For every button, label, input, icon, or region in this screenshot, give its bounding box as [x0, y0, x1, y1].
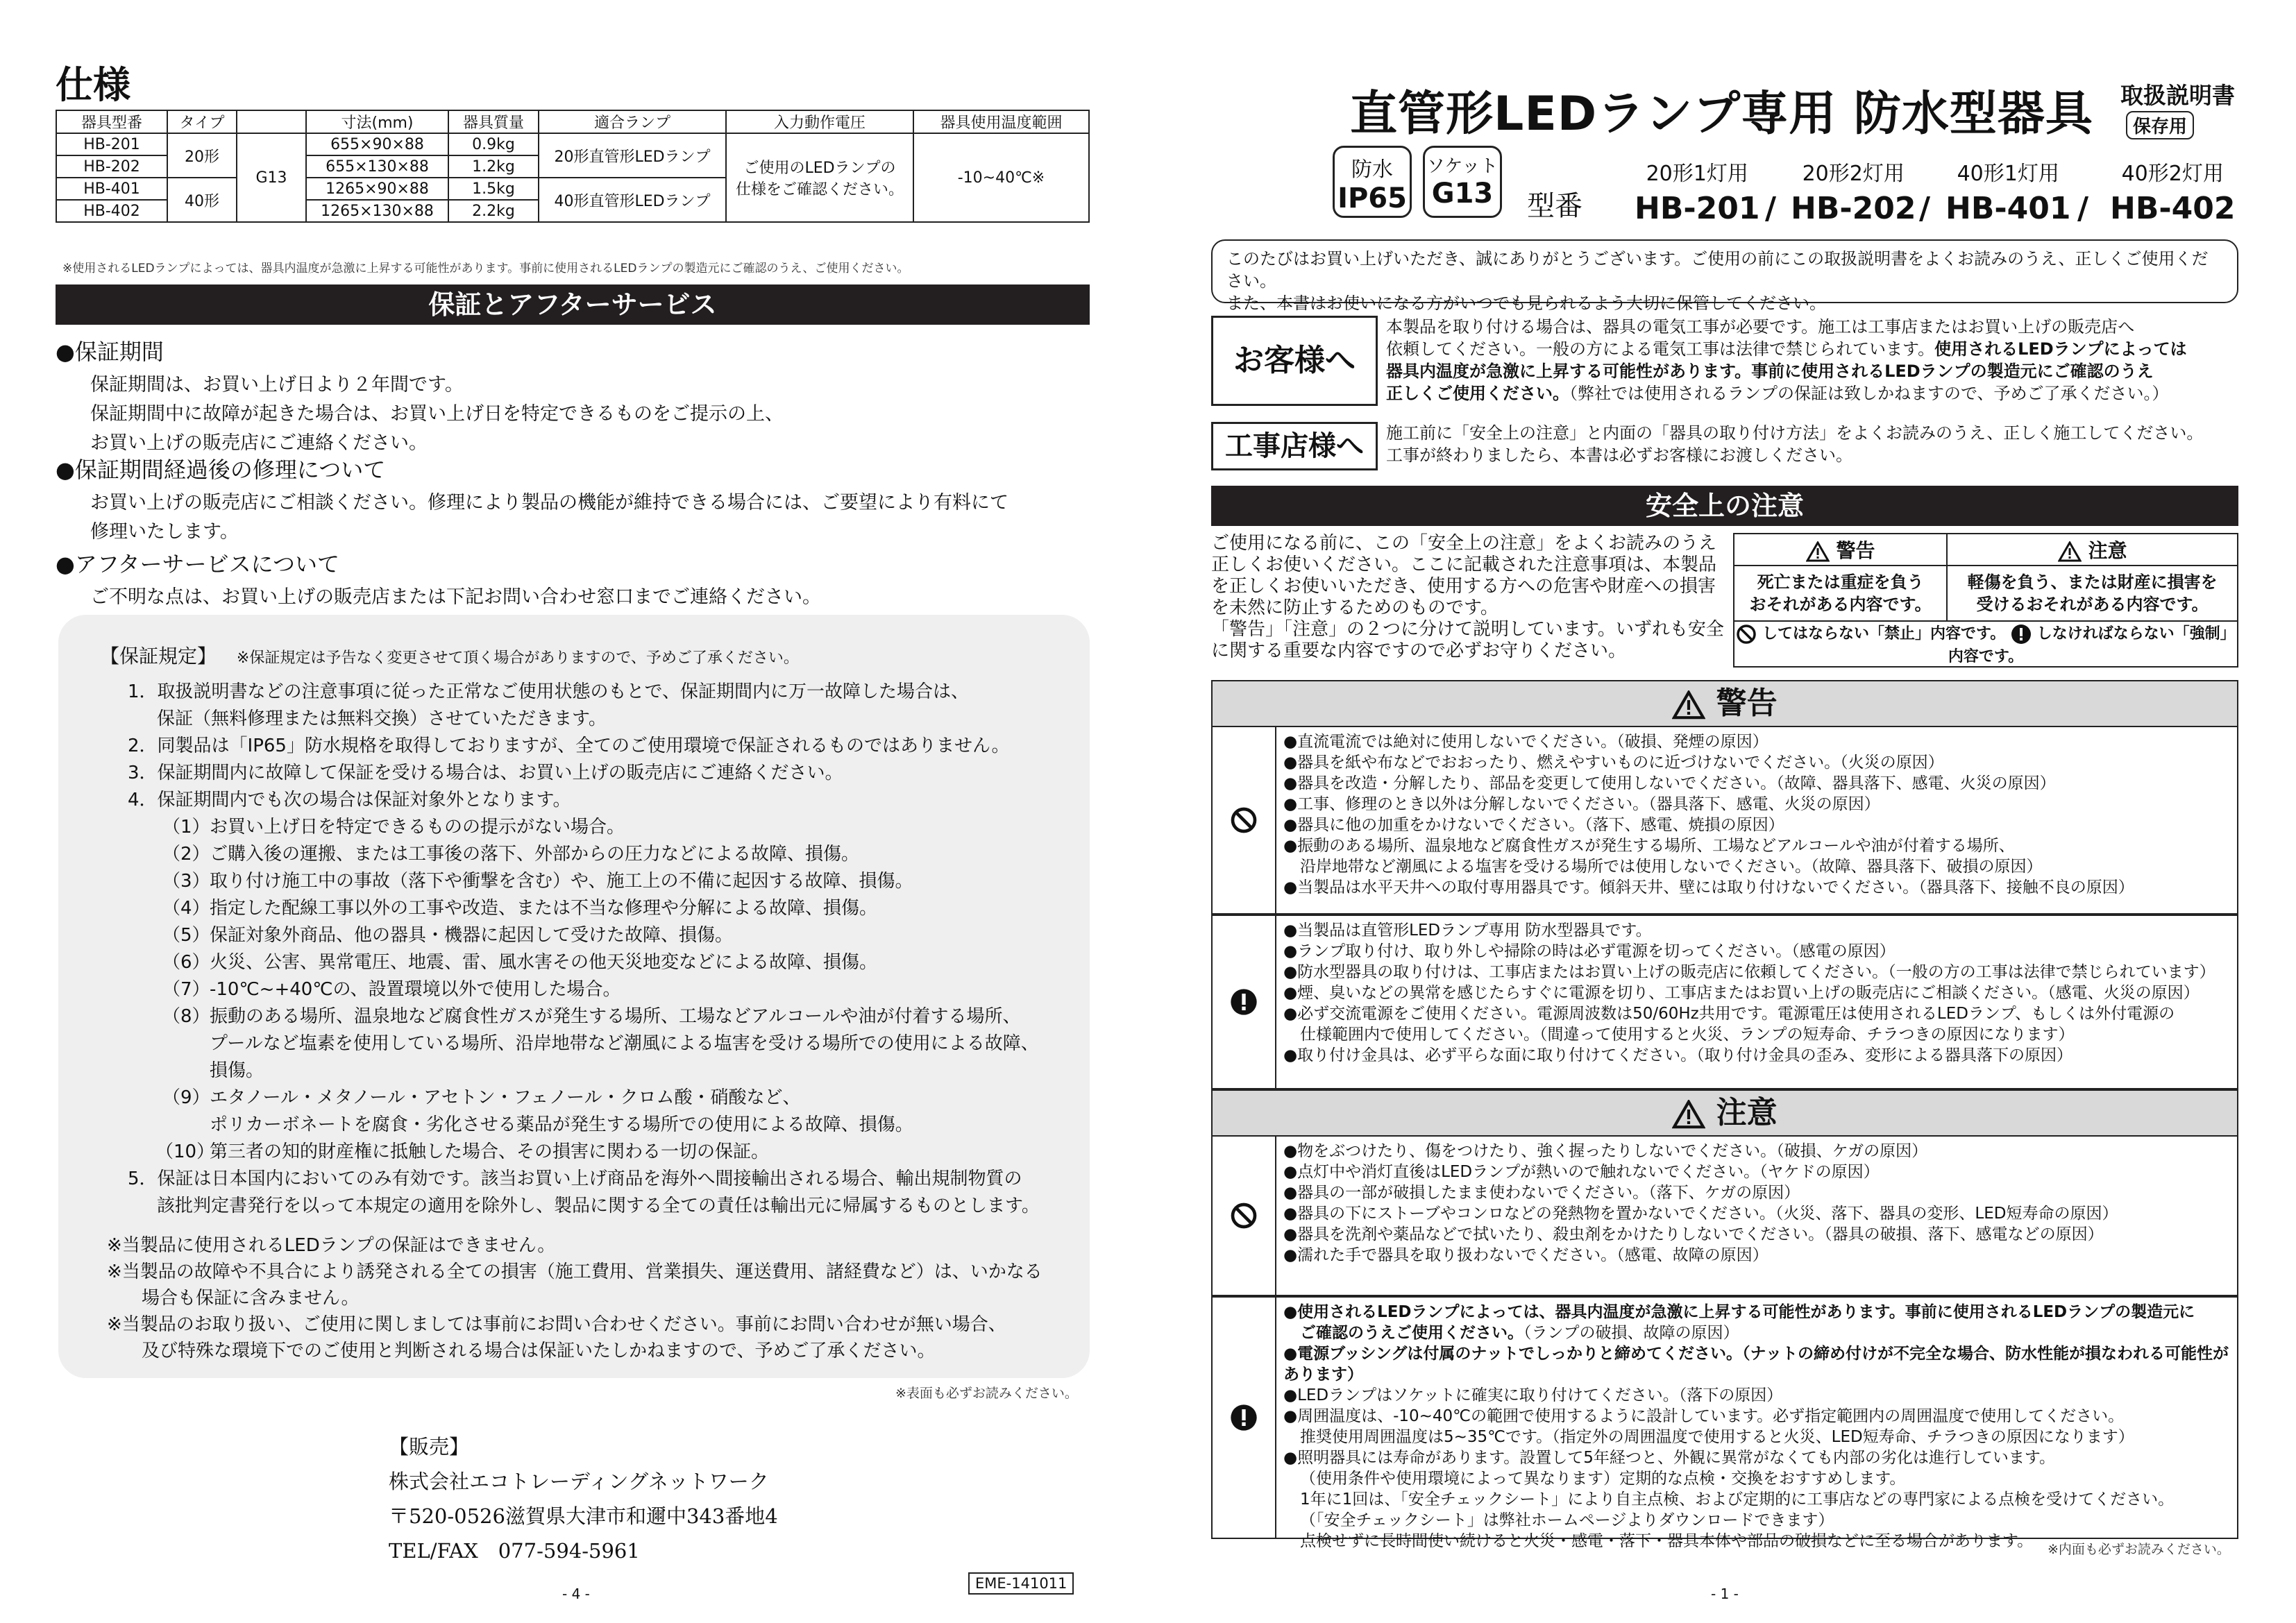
terms-sub-text: エタノール・メタノール・アセトン・フェノール・クロム酸・硝酸など、 — [210, 1087, 801, 1108]
page-number: - 1 - — [1711, 1586, 1739, 1602]
list-item: ●器具の一部が破損したまま使わないでください。（落下、ケガの原因） — [1283, 1184, 1800, 1202]
back-note: ※表面も必ずお読みください。 — [895, 1386, 1078, 1401]
page-number: - 4 - — [562, 1586, 590, 1602]
terms-sub-text: 保証対象外商品、他の器具・機器に起因して受けた故障、損傷。 — [210, 925, 734, 946]
safety-intro-line: ご使用になる前に、この「安全上の注意」をよくお読みのうえ — [1211, 533, 1717, 554]
customer-line-bold: 器具内温度が急激に上昇する可能性があります。事前に使用されるLEDランプの製造元にご確認のうえ — [1386, 362, 2154, 381]
model-separator: / — [1919, 191, 1931, 226]
spec-voltage-line: 仕様をご確認ください。 — [735, 181, 904, 198]
list-item: ●工事、修理のとき以外は分解しないでください。（器具落下、感電、火災の原因） — [1283, 795, 1880, 813]
terms-item-cont: 該批判定書発行を以って本規定の適用を除外し、製品に関する全ての責任は輸出元に帰属するものとします。 — [157, 1196, 1040, 1216]
spec-mass: 2.2kg — [448, 200, 539, 222]
legend-caution-desc — [1947, 566, 2238, 621]
terms-sub — [100, 949, 1048, 976]
customer-text — [1386, 316, 2238, 405]
intro-line: このたびはお買い上げいただき、誠にありがとうございます。ご使用の前にこの取扱説明書をよくお読みのうえ、正しくご使用ください。 — [1226, 249, 2209, 291]
model-code: HB-402 — [2110, 191, 2236, 226]
list-item: ●当製品は水平天井への取付専用器具です。傾斜天井、壁には取り付けないでください。（器具落下、接触不良の原因） — [1283, 878, 2134, 897]
terms-sub-cont: ポリカーボネートを腐食・劣化させる薬品が発生する場所での使用による故障、損傷。 — [210, 1114, 913, 1135]
model-column — [2110, 156, 2235, 226]
badge-top: ソケット — [1426, 156, 1499, 177]
list-item: ●点灯中や消灯直後はLEDランプが熱いので触れないでください。（ヤケドの原因） — [1283, 1163, 1880, 1181]
mandatory-icon — [2011, 624, 2032, 645]
list-item-tail: （ランプの破損、故障の原因） — [1523, 1324, 1739, 1342]
list-item: ●器具に他の加重をかけないでください。（落下、感電、焼損の原因） — [1283, 816, 1784, 834]
terms-sub — [100, 895, 1048, 922]
warranty-period-section — [56, 334, 784, 458]
section-line: 保証期間中に故障が起きた場合は、お買い上げ日を特定できるものをご提示の上、 — [90, 403, 784, 425]
spec-size: 1265×90×88 — [306, 178, 448, 200]
list-item: ●使用されるLEDランプによっては、器具内温度が急激に上昇する可能性があります。事前に使用されるLEDランプの製造元に — [1283, 1303, 2195, 1321]
seller-heading: 【販売】 — [389, 1435, 470, 1459]
warning-section-label: 警告 — [1716, 686, 1778, 721]
terms-sub-text: ご購入後の運搬、または工事後の落下、外部からの圧力などによる故障、損傷。 — [210, 844, 860, 865]
terms-sub-num: （8） — [162, 1006, 210, 1027]
terms-sub-text: 第三者の知的財産権に抵触した場合、その損害に関わる一切の保証。 — [210, 1141, 770, 1162]
safety-intro-line: を未然に防止するためのものです。 — [1211, 597, 1499, 618]
model-separator: / — [2077, 191, 2089, 226]
badge-top: 防水 — [1351, 158, 1393, 182]
list-item: ●ランプ取り付け、取り外しや掃除の時は必ず電源を切ってください。（感電の原因） — [1283, 942, 1896, 960]
model-column — [1791, 156, 1916, 226]
safety-section-bar: 安全上の注意 — [1211, 486, 2238, 526]
terms-sub — [100, 841, 1048, 868]
spec-header: 寸法(mm) — [306, 110, 448, 133]
terms-sub-num: （6） — [162, 952, 210, 973]
terms-sub-num: （10） — [155, 1141, 215, 1162]
customer-line-bold: 正しくご使用ください。 — [1386, 384, 1569, 403]
list-item: ●LEDランプはソケットに確実に取り付けてください。（落下の原因） — [1283, 1386, 1783, 1404]
legend-symbols — [1734, 621, 2238, 667]
contractor-text — [1386, 422, 2238, 466]
terms-sub-cont: プールなど塩素を使用している場所、沿岸地帯など潮風による塩害を受ける場所での使用による故障、損傷。 — [210, 1033, 1039, 1081]
list-item: ●器具を紙や布などでおおったり、燃えやすいものに近づけないでください。（火災の原因） — [1283, 754, 1944, 772]
model-column — [1945, 156, 2070, 226]
spec-size: 655×90×88 — [306, 133, 448, 155]
model-label: 型番 — [1527, 190, 1582, 222]
safety-legend — [1733, 533, 2238, 668]
list-item: ●器具の下にストーブやコンロなどの発熱物を置かないでください。（火災、落下、器具の変形、LED短寿命の原因） — [1283, 1205, 2118, 1223]
ip65-badge — [1333, 146, 1412, 218]
warning-triangle-icon — [1672, 690, 1705, 720]
right-page — [1211, 0, 2238, 1623]
warning-prohibit-block — [1211, 727, 2238, 915]
seller-tel: TEL/FAX 077-594-5961 — [389, 1539, 640, 1563]
safety-intro-line: に関する重要な内容ですので必ずお守りください。 — [1211, 640, 1627, 661]
terms-footnote: ※当製品に使用されるLEDランプの保証はできません。 — [107, 1235, 556, 1256]
customer-line: 依頼してください。一般の方による電気工事は法律で禁じられています。 — [1386, 339, 1935, 359]
list-item-cont: 点検せずに長時間使い続けると火災・感電・落下・器具本体や部品の破損などに至る場合があります。 — [1300, 1532, 2034, 1550]
table-row — [56, 133, 1089, 155]
intro-box — [1211, 239, 2238, 313]
spec-model: HB-401 — [56, 178, 167, 200]
list-item-cont: 1年に1回は、「安全チェックシート」により自主点検、および定期的に工事店などの専門家による点検を受けてください。 — [1300, 1490, 2175, 1509]
seller-company: 株式会社エコトレーディングネットワーク — [389, 1470, 769, 1493]
list-item: ●濡れた手で器具を取り扱わないでください。（感電、故障の原因） — [1283, 1246, 1769, 1264]
spec-model: HB-201 — [56, 133, 167, 155]
seller-block — [389, 1429, 778, 1568]
warning-mandatory-block — [1211, 915, 2238, 1089]
mandatory-icon — [1230, 988, 1258, 1016]
spec-mass: 1.5kg — [448, 178, 539, 200]
list-item: ●取り付け金具は、必ず平らな面に取り付けてください。（取り付け金具の歪み、変形による器具落下の原因） — [1283, 1046, 2073, 1064]
spec-header: 器具使用温度範囲 — [913, 110, 1089, 133]
spec-model: HB-202 — [56, 155, 167, 178]
safety-intro — [1211, 533, 1728, 662]
terms-sub — [100, 1085, 1048, 1112]
legend-warning-head — [1734, 534, 1947, 566]
section-heading: ●保証期間 — [56, 339, 164, 365]
list-item: ●必ず交流電源をご使用ください。電源周波数は50/60Hz共用です。電源電圧は使用されるLEDランプ、もしくは外付電源の — [1283, 1005, 2175, 1023]
caution-prohibit-block — [1211, 1137, 2238, 1296]
legend-desc-line: おそれがある内容です。 — [1749, 595, 1932, 614]
spec-temp: -10~40℃※ — [913, 133, 1089, 222]
left-page — [56, 0, 1097, 1623]
model-lamp: 40形1灯用 — [1957, 162, 2059, 186]
terms-sub-num: （1） — [162, 817, 210, 838]
legend-warning-desc — [1734, 566, 1947, 621]
section-heading: ●保証期間経過後の修理について — [56, 457, 386, 483]
caution-section-head — [1211, 1089, 2238, 1137]
list-item: ●電源ブッシングは付属のナットでしっかりと締めてください。 — [1283, 1345, 1742, 1363]
section-line: 保証期間は、お買い上げ日より２年間です。 — [90, 374, 464, 396]
main-title: 直管形LEDランプ専用 防水型器具 — [1350, 87, 2093, 142]
warranty-terms-box — [58, 615, 1090, 1378]
keep-label: 保存用 — [2126, 111, 2194, 139]
section-heading: ●アフターサービスについて — [56, 551, 340, 577]
badge-bottom: IP65 — [1337, 182, 1407, 214]
prohibit-icon — [1230, 1202, 1258, 1230]
legend-desc-line: 受けるおそれがある内容です。 — [1976, 595, 2209, 614]
terms-sub-num: （2） — [162, 844, 210, 865]
model-code: HB-401 — [1945, 191, 2071, 226]
list-item: ●振動のある場所、温泉地など腐食性ガスが発生する場所、工場などアルコールや油が付着する場所、 — [1283, 837, 2015, 855]
model-lamp: 40形2灯用 — [2121, 162, 2224, 186]
terms-footnote-cont: 場合も保証に含みません。 — [142, 1288, 360, 1309]
spec-mass: 0.9kg — [448, 133, 539, 155]
terms-sub — [100, 814, 1048, 841]
spec-type: 40形 — [167, 178, 237, 222]
terms-sub-text: 取り付け施工中の事故（落下や衝撃を含む）や、施工上の不備に起因する故障、損傷。 — [210, 871, 913, 892]
model-code: HB-202 — [1791, 191, 1916, 226]
safety-intro-line: を正しくお使いいただき、使用する方への危害や財産への損害 — [1211, 576, 1716, 597]
list-item-cont: 沿岸地帯など潮風による塩害を受ける場所では使用しないでください。（故障、器具落下、破損の原因） — [1300, 858, 2043, 876]
terms-footnote: ※当製品の故障や不具合により誘発される全ての損害（施工費用、営業損失、運送費用、諸経費など）は、いかなる — [107, 1261, 1043, 1282]
terms-sub-num: （9） — [162, 1087, 210, 1108]
spec-header: 器具型番 — [56, 110, 167, 133]
list-item-cont: 仕様範囲内で使用してください。（間違って使用すると火災、ランプの短寿命、チラつきの原因になります） — [1300, 1026, 2075, 1044]
model-lamp: 20形1灯用 — [1646, 162, 1748, 186]
terms-sub-text: 振動のある場所、温泉地など腐食性ガスが発生する場所、工場などアルコールや油が付着する場所、 — [210, 1006, 1021, 1027]
list-item: ●煙、臭いなどの異常を感じたらすぐに電源を切り、工事店またはお買い上げの販売店にご相談ください。（感電、火災の原因） — [1283, 984, 2200, 1002]
section-line: お買い上げの販売店にご連絡ください。 — [90, 432, 428, 454]
terms-heading: 【保証規定】 — [100, 645, 217, 668]
legend-mandatory-text: しなければならない「強制」内容です。 — [1948, 625, 2236, 665]
terms-sub — [100, 868, 1048, 895]
legend-desc-line: 死亡または重症を負う — [1757, 572, 1924, 592]
legend-desc-line: 軽傷を負う、または財産に損害を — [1967, 572, 2218, 592]
section-line: 修理いたします。 — [90, 521, 239, 543]
caution-triangle-icon — [2058, 541, 2082, 562]
warranty-section-bar: 保証とアフターサービス — [56, 284, 1090, 325]
spec-header-row — [56, 110, 1089, 133]
spec-header — [237, 110, 306, 133]
list-item: ●直流電流では絶対に使用しないでください。（破損、発煙の原因） — [1283, 733, 1769, 751]
section-line: ご不明な点は、お買い上げの販売店または下記お問い合わせ窓口までご連絡ください。 — [90, 586, 821, 608]
customer-line-bold: 使用されるLEDランプによっては — [1934, 339, 2187, 359]
spec-voltage — [726, 133, 913, 222]
terms-sub-num: （3） — [162, 871, 210, 892]
manual-label: 取扱説明書 — [2120, 82, 2235, 109]
terms-sub — [100, 1139, 1048, 1166]
spec-size: 1265×130×88 — [306, 200, 448, 222]
post-warranty-section — [56, 452, 1008, 547]
document-code: EME-141011 — [968, 1572, 1074, 1595]
terms-item: 3．保証期間内に故障して保証を受ける場合は、お買い上げの販売店にご連絡ください。 — [128, 763, 843, 783]
terms-sub-text: 火災、公害、異常電圧、地震、雷、風水害その他天災地変などによる故障、損傷。 — [210, 952, 878, 973]
customer-label: お客様へ — [1211, 316, 1378, 406]
list-item: ●器具を改造・分解したり、部品を変更して使用しないでください。（故障、器具落下、感電、火災の原因） — [1283, 774, 2056, 792]
list-item-cont: ご確認のうえご使用ください。 — [1300, 1324, 1523, 1342]
list-item: ●周囲温度は、-10~40℃の範囲で使用するように設計しています。必ず指定範囲内の周囲温度で使用してください。 — [1283, 1407, 2125, 1425]
terms-item: 5．保証は日本国内においてのみ有効です。該当お買い上げ商品を海外へ間接輸出される場合、輸出規制物質の — [128, 1169, 1022, 1189]
terms-sub-text: -10℃~+40℃の、設置環境以外で使用した場合。 — [210, 979, 621, 1000]
after-service-section — [56, 547, 821, 612]
prohibit-icon — [1736, 624, 1757, 645]
terms-sub-num: （5） — [162, 925, 210, 946]
mandatory-icon — [1230, 1404, 1258, 1431]
list-item-cont: （「安全チェックシート」は弊社ホームページよりダウンロードできます） — [1300, 1511, 1834, 1529]
spec-socket: G13 — [237, 133, 306, 222]
customer-line: （弊社では使用されるランプの保証は致しかねますので、予めご了承ください。） — [1569, 384, 2169, 403]
model-column — [1635, 156, 1759, 226]
spec-table — [56, 110, 1090, 223]
terms-heading-note: ※保証規定は予告なく変更させて頂く場合がありますので、予めご了承ください。 — [236, 649, 799, 667]
legend-caution-head — [1947, 534, 2238, 566]
legend-prohibit-text: してはならない「禁止」内容です。 — [1762, 625, 2006, 643]
spec-lamp: 40形直管形LEDランプ — [539, 178, 726, 222]
customer-line: 本製品を取り付ける場合は、器具の電気工事が必要です。施工は工事店またはお買い上げの販売店へ — [1386, 317, 2135, 337]
inner-note: ※内面も必ずお読みください。 — [2048, 1542, 2230, 1557]
spec-header: 適合ランプ — [539, 110, 726, 133]
list-item: ●照明器具には寿命があります。設置して5年経つと、外観に異常がなくても内部の劣化は進行しています。 — [1283, 1449, 2056, 1467]
contractor-line: 工事が終わりましたら、本書は必ずお客様にお渡しください。 — [1386, 445, 1852, 465]
list-item-tail: （ナットの締め付けが不完全な場合、防水性能が損なわれる可能性があります） — [1283, 1345, 2229, 1384]
contractor-label: 工事店様へ — [1211, 422, 1378, 470]
spec-header: 入力動作電圧 — [726, 110, 913, 133]
caution-triangle-icon — [1672, 1100, 1705, 1129]
spec-note: ※使用されるLEDランプによっては、器具内温度が急激に上昇する可能性があります。事前に使用されるLEDランプの製造元にご確認のうえ、ご使用ください。 — [62, 262, 909, 275]
list-item: ●防水型器具の取り付けは、工事店またはお買い上げの販売店に依頼してください。（一般の方の工事は法律で禁じられています） — [1283, 963, 2215, 981]
spec-header: 器具質量 — [448, 110, 539, 133]
list-item: ●当製品は直管形LEDランプ専用 防水型器具です。 — [1283, 921, 1652, 940]
terms-sub-num: （4） — [162, 898, 210, 919]
model-separator: / — [1765, 191, 1777, 226]
spec-mass: 1.2kg — [448, 155, 539, 178]
model-lamp: 20形2灯用 — [1802, 162, 1905, 186]
terms-sub-num: （7） — [162, 979, 210, 1000]
prohibit-icon — [1230, 806, 1258, 834]
spec-lamp: 20形直管形LEDランプ — [539, 133, 726, 178]
section-line: お買い上げの販売店にご相談ください。修理により製品の機能が維持できる場合には、ご要望により有料にて — [90, 492, 1008, 513]
spec-size: 655×130×88 — [306, 155, 448, 178]
list-item: ●物をぶつけたり、傷をつけたり、強く握ったりしないでください。（破損、ケガの原因） — [1283, 1142, 1928, 1160]
terms-sub-text: お買い上げ日を特定できるものの提示がない場合。 — [210, 817, 625, 838]
model-code: HB-201 — [1635, 191, 1760, 226]
contractor-line: 施工前に「安全上の注意」と内面の「器具の取り付け方法」をよくお読みのうえ、正しく施工してください。 — [1386, 423, 2204, 443]
spec-title: 仕様 — [56, 63, 130, 107]
legend-warning-label: 警告 — [1836, 539, 1875, 562]
spec-type: 20形 — [167, 133, 237, 178]
spec-model: HB-402 — [56, 200, 167, 222]
terms-item-cont: 保証（無料修理または無料交換）させていただきます。 — [157, 708, 607, 729]
list-item-cont: （使用条件や使用環境によって異なります）定期的な点検・交換をおすすめします。 — [1300, 1470, 1906, 1488]
legend-caution-label: 注意 — [2088, 539, 2127, 562]
warning-triangle-icon — [1806, 541, 1830, 562]
terms-item: 4．保証期間内でも次の場合は保証対象外となります。 — [128, 790, 571, 810]
terms-item: 1．取扱説明書などの注意事項に従った正常なご使用状態のもとで、保証期間内に万一故障した場合は、 — [128, 681, 970, 702]
spec-voltage-line: ご使用のLEDランプの — [743, 160, 896, 177]
list-item: ●器具を洗剤や薬品などで拭いたり、殺虫剤をかけたりしないでください。（器具の破損、落下、感電などの原因） — [1283, 1225, 2104, 1243]
spec-header: タイプ — [167, 110, 237, 133]
terms-sub — [100, 976, 1048, 1003]
list-item-cont: 推奨使用周囲温度は5~35℃です。（指定外の周囲温度で使用すると火災、LED短寿命、チラつきの原因になります） — [1300, 1428, 2134, 1446]
terms-footnote: ※当製品のお取り扱い、ご使用に関しましては事前にお問い合わせください。事前にお問い合わせが無い場合、 — [107, 1314, 1006, 1335]
terms-sub — [100, 922, 1048, 949]
socket-badge — [1423, 146, 1502, 218]
warning-section-head — [1211, 680, 2238, 727]
seller-address: 〒520-0526滋賀県大津市和邇中343番地4 — [389, 1504, 778, 1528]
terms-sub-text: 指定した配線工事以外の工事や改造、または不当な修理や分解による故障、損傷。 — [210, 898, 878, 919]
intro-line: また、本書はお使いになる方がいつでも見られるよう大切に保管してください。 — [1226, 294, 1826, 313]
terms-footnote-cont: 及び特殊な環境下でのご使用と判断される場合は保証いたしかねますので、予めご了承ください。 — [142, 1341, 936, 1361]
safety-intro-line: 正しくお使いください。ここに記載された注意事項は、本製品 — [1211, 554, 1717, 575]
terms-sub — [100, 1003, 1048, 1030]
terms-item: 2．同製品は「IP65」防水規格を取得しておりますが、全てのご使用環境で保証されるものではありません。 — [128, 736, 1010, 756]
caution-section-label: 注意 — [1716, 1095, 1778, 1130]
safety-intro-line: 「警告」「注意」の２つに分けて説明しています。いずれも安全 — [1211, 619, 1724, 640]
badge-bottom: G13 — [1431, 178, 1494, 210]
